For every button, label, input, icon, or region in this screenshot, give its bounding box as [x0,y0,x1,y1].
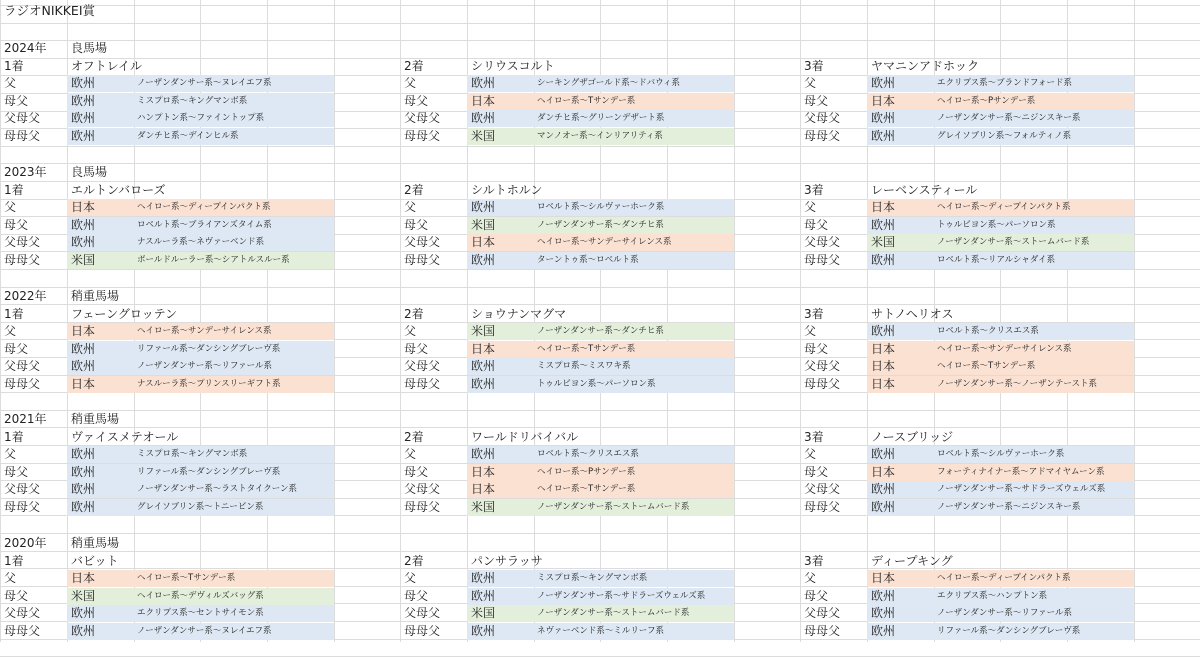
relation-label: 父母父 [404,359,441,373]
finish-place: 1着 [4,58,24,73]
finish-place: 2着 [404,429,424,444]
grid-row-line [0,23,1200,24]
sire-line: ノーザンダンサー系〜ヌレイエフ系 [137,78,272,88]
relation-label: 父母父 [404,482,441,496]
sire-line: トゥルビヨン系〜パーソロン系 [537,379,656,389]
relation-label: 母母父 [4,500,41,514]
region-label: 欧州 [871,253,896,267]
sire-line: ボールドルーラー系〜シアトルスルー系 [137,255,290,265]
sire-line: トゥルビヨン系〜パーソロン系 [937,220,1056,230]
horse-name: オフトレイル [71,58,143,73]
region-label: 日本 [71,324,96,338]
relation-label: 母母父 [4,377,41,391]
year-label: 2023年 [4,165,47,179]
sire-line: ダンチヒ系〜グリーンデザート系 [537,113,665,123]
grid-column-line [0,0,1,642]
region-label: 米国 [471,606,496,620]
grid-row-line [0,5,1200,6]
relation-label: 母母父 [404,500,441,514]
grid-column-line [1134,0,1135,642]
sire-line: ヘイロー系〜ディープインパクト系 [937,202,1071,212]
region-label: 米国 [71,589,96,603]
relation-label: 父 [4,324,17,338]
region-label: 欧州 [471,253,496,267]
relation-label: 母父 [804,218,829,232]
sire-line: ハンプトン系〜ファイントップ系 [137,113,265,123]
relation-label: 父 [804,200,817,214]
relation-label: 母母父 [804,377,841,391]
year-label: 2021年 [4,412,47,426]
region-label: 日本 [471,465,496,479]
sire-line: ナスルーラ系〜ネヴァーベンド系 [137,237,265,247]
sire-line: ヘイロー系〜Tサンデー系 [537,344,636,354]
relation-label: 父母父 [804,111,841,125]
region-label: 日本 [871,377,896,391]
relation-label: 母母父 [404,624,441,638]
region-label: 米国 [471,324,496,338]
sire-line: ノーザンダンサー系〜ニジンスキー系 [937,502,1081,512]
horse-name: ショウナンマグマ [471,306,567,321]
horse-name: シルトホルン [471,182,543,197]
relation-label: 父母父 [804,235,841,249]
relation-label: 母母父 [404,129,441,143]
sire-line: ロベルト系〜クリスエス系 [537,449,639,459]
relation-label: 母父 [4,342,29,356]
region-label: 日本 [871,342,896,356]
region-label: 欧州 [71,111,96,125]
sire-line: ロベルト系〜ブライアンズタイム系 [137,220,272,230]
region-label: 欧州 [471,589,496,603]
region-label: 欧州 [871,606,896,620]
relation-label: 母母父 [4,253,41,267]
sire-line: ヘイロー系〜Tサンデー系 [537,96,636,106]
sire-line: ミスプロ系〜キングマンボ系 [137,449,248,459]
region-label: 欧州 [71,129,96,143]
relation-label: 母父 [404,465,429,479]
horse-name: ヤマニンアドホック [871,58,980,73]
relation-label: 父 [4,76,17,90]
region-label: 欧州 [871,482,896,496]
region-label: 日本 [471,342,496,356]
sire-line: ノーザンダンサー系〜リファール系 [937,608,1072,618]
region-label: 欧州 [71,447,96,461]
sire-line: ヘイロー系〜サンデーサイレンス系 [137,326,272,336]
relation-label: 母父 [804,465,829,479]
region-label: 欧州 [471,359,496,373]
relation-label: 母父 [404,342,429,356]
relation-label: 父 [804,571,817,585]
relation-label: 父母父 [404,111,441,125]
horse-name: ディープキング [871,553,953,568]
region-label: 欧州 [871,624,896,638]
region-label: 欧州 [871,324,896,338]
region-label: 欧州 [871,218,896,232]
region-label: 欧州 [71,94,96,108]
relation-label: 母父 [804,94,829,108]
relation-label: 母父 [804,342,829,356]
sire-line: ロベルト系〜リアルシャダイ系 [937,255,1056,265]
horse-name: シリウスコルト [471,58,555,73]
relation-label: 父 [804,447,817,461]
sire-line: リファール系〜ダンシングブレーヴ系 [137,344,281,354]
relation-label: 母父 [404,94,429,108]
track-condition: 良馬場 [71,41,108,55]
region-label: 欧州 [871,111,896,125]
sire-line: エクリプス系〜セントサイモン系 [137,608,264,618]
region-label: 米国 [71,253,96,267]
sheet-title: ラジオNIKKEI賞 [4,3,96,18]
sire-line: ノーザンダンサー系〜ストームバード系 [937,237,1090,247]
relation-label: 父母父 [804,482,841,496]
region-label: 欧州 [71,482,96,496]
track-condition: 良馬場 [71,165,108,179]
region-label: 欧州 [71,342,96,356]
relation-label: 母父 [4,218,29,232]
grid-row-line [0,533,1200,534]
region-label: 欧州 [471,447,496,461]
relation-label: 父母父 [804,359,841,373]
relation-label: 母母父 [804,129,841,143]
region-label: 欧州 [871,76,896,90]
sire-line: グレイソブリン系〜トニービン系 [137,502,264,512]
region-label: 日本 [71,571,96,585]
finish-place: 2着 [404,58,424,73]
region-label: 欧州 [71,76,96,90]
region-label: 欧州 [71,235,96,249]
sire-line: シーキングザゴールド系〜ドバウィ系 [537,78,681,88]
sire-line: エクリプス系〜ブランドフォード系 [937,78,1072,88]
relation-label: 父 [404,76,417,90]
relation-label: 母母父 [804,253,841,267]
relation-label: 母母父 [4,624,41,638]
sire-line: ヘイロー系〜Tサンデー系 [137,573,236,583]
year-label: 2020年 [4,536,47,550]
sire-line: ロベルト系〜シルヴァーホーク系 [537,202,665,212]
region-label: 欧州 [871,500,896,514]
region-label: 欧州 [471,571,496,585]
horse-name: エルトンバローズ [71,182,166,197]
sire-line: ダンチヒ系〜デインヒル系 [137,131,239,141]
region-label: 日本 [871,359,896,373]
region-label: 米国 [871,235,896,249]
finish-place: 3着 [804,58,824,73]
relation-label: 母父 [804,589,829,603]
relation-label: 母父 [4,465,29,479]
sire-line: ヘイロー系〜Tサンデー系 [937,361,1036,371]
relation-label: 母母父 [804,500,841,514]
region-label: 欧州 [71,624,96,638]
horse-name: ワールドリバイバル [471,429,579,444]
relation-label: 父母父 [4,111,41,125]
sire-line: ロベルト系〜シルヴァーホーク系 [937,449,1065,459]
sire-line: ヘイロー系〜Pサンデー系 [937,96,1036,106]
relation-label: 父 [804,76,817,90]
sire-line: ロベルト系〜クリスエス系 [937,326,1039,336]
sire-line: ノーザンダンサー系〜サドラーズウェルズ系 [937,484,1106,494]
sire-line: ナスルーラ系〜プリンスリーギフト系 [137,379,281,389]
region-label: 欧州 [471,111,496,125]
region-label: 欧州 [871,447,896,461]
track-condition: 稍重馬場 [71,289,120,303]
sire-line: ヘイロー系〜デヴィルズバッグ系 [137,591,264,601]
horse-name: レーベンスティール [871,182,978,197]
sire-line: ノーザンダンサー系〜ヌレイエフ系 [137,626,272,636]
sire-line: ヘイロー系〜Tサンデー系 [537,484,636,494]
relation-label: 母父 [404,589,429,603]
year-label: 2022年 [4,289,47,303]
relation-label: 父母父 [4,235,41,249]
sire-line: ヘイロー系〜ディープインパクト系 [137,202,271,212]
relation-label: 母母父 [404,377,441,391]
finish-place: 1着 [4,429,24,444]
year-label: 2024年 [4,41,47,55]
finish-place: 3着 [804,429,824,444]
region-label: 日本 [71,200,96,214]
sire-line: マンノオー系〜インリアリティ系 [537,131,663,141]
region-label: 日本 [471,235,496,249]
region-label: 欧州 [71,606,96,620]
relation-label: 父母父 [404,606,441,620]
grid-column-line [800,0,801,642]
finish-place: 2着 [404,306,424,321]
relation-label: 母母父 [4,129,41,143]
sire-line: ミスプロ系〜ミスワキ系 [537,361,631,371]
finish-place: 2着 [404,553,424,568]
sire-line: ノーザンダンサー系〜ダンチヒ系 [537,326,664,336]
relation-label: 父 [404,447,417,461]
region-label: 欧州 [71,218,96,232]
relation-label: 父 [4,447,17,461]
sire-line: ノーザンダンサー系〜ストームバード系 [537,502,690,512]
relation-label: 父 [404,324,417,338]
sire-line: ノーザンダンサー系〜ラストタイクーン系 [137,484,298,494]
region-label: 欧州 [71,465,96,479]
sire-line: ノーザンダンサー系〜ニジンスキー系 [937,113,1081,123]
finish-place: 1着 [4,553,24,568]
grid-column-line [734,0,735,642]
relation-label: 父 [4,571,17,585]
grid-column-line [334,0,335,642]
relation-label: 父母父 [4,359,41,373]
relation-label: 母父 [4,94,29,108]
region-label: 日本 [471,94,496,108]
sire-line: フォーティナイナー系〜アドマイヤムーン系 [937,467,1105,477]
horse-name: ヴァイスメテオール [71,429,179,444]
region-label: 米国 [471,218,496,232]
region-label: 欧州 [471,200,496,214]
finish-place: 3着 [804,553,824,568]
relation-label: 母父 [404,218,429,232]
sire-line: ヘイロー系〜サンデーサイレンス系 [937,344,1072,354]
relation-label: 父 [404,571,417,585]
region-label: 日本 [71,377,96,391]
track-condition: 稍重馬場 [71,412,120,426]
relation-label: 父母父 [804,606,841,620]
relation-label: 父母父 [404,235,441,249]
region-label: 日本 [871,465,896,479]
finish-place: 2着 [404,182,424,197]
relation-label: 父 [404,200,417,214]
sire-line: ノーザンダンサー系〜ノーザンテースト系 [937,379,1097,389]
relation-label: 父 [804,324,817,338]
relation-label: 父母父 [4,606,41,620]
region-label: 日本 [471,482,496,496]
sire-line: ターントゥ系〜ロベルト系 [537,255,639,265]
grid-row-line [0,146,1200,147]
sire-line: エクリプス系〜ハンプトン系 [937,591,1048,601]
horse-name: サトノヘリオス [871,306,954,321]
sire-line: ミスプロ系〜キングマンボ系 [137,96,248,106]
region-label: 欧州 [71,359,96,373]
finish-place: 3着 [804,182,824,197]
horse-name: バビット [71,553,119,568]
sire-line: ノーザンダンサー系〜リファール系 [137,361,272,371]
sire-line: リファール系〜ダンシングブレーヴ系 [137,467,281,477]
grid-column-line [400,0,401,642]
region-label: 日本 [871,571,896,585]
region-label: 欧州 [871,129,896,143]
horse-name: ノースブリッジ [871,429,954,444]
region-label: 欧州 [471,624,496,638]
region-label: 欧州 [871,589,896,603]
sire-line: リファール系〜ダンシングブレーヴ系 [937,626,1081,636]
finish-place: 3着 [804,306,824,321]
track-condition: 稍重馬場 [71,536,120,550]
horse-name: フェーングロッテン [71,306,178,321]
sire-line: ノーザンダンサー系〜サドラーズウェルズ系 [537,591,706,601]
region-label: 欧州 [71,500,96,514]
sire-line: ミスプロ系〜キングマンボ系 [537,573,648,583]
region-label: 欧州 [471,76,496,90]
relation-label: 父母父 [4,482,41,496]
relation-label: 母母父 [404,253,441,267]
finish-place: 1着 [4,306,24,321]
horse-name: パンサラッサ [471,553,543,568]
sire-line: ヘイロー系〜ディープインパクト系 [937,573,1071,583]
sire-line: ネヴァーベンド系〜ミルリーフ系 [537,626,664,636]
sire-line: ヘイロー系〜サンデーサイレンス系 [537,237,672,247]
region-label: 米国 [471,129,496,143]
finish-place: 1着 [4,182,24,197]
region-label: 日本 [871,200,896,214]
grid-row-line [0,269,1200,270]
relation-label: 父 [4,200,17,214]
region-label: 日本 [871,94,896,108]
relation-label: 母父 [4,589,29,603]
region-label: 欧州 [471,377,496,391]
sire-line: ノーザンダンサー系〜ストームバード系 [537,608,690,618]
region-label: 米国 [471,500,496,514]
sire-line: グレイソブリン系〜フォルティノ系 [937,131,1072,141]
sire-line: ヘイロー系〜Pサンデー系 [537,467,636,477]
sire-line: ノーザンダンサー系〜ダンチヒ系 [537,220,664,230]
relation-label: 母母父 [804,624,841,638]
